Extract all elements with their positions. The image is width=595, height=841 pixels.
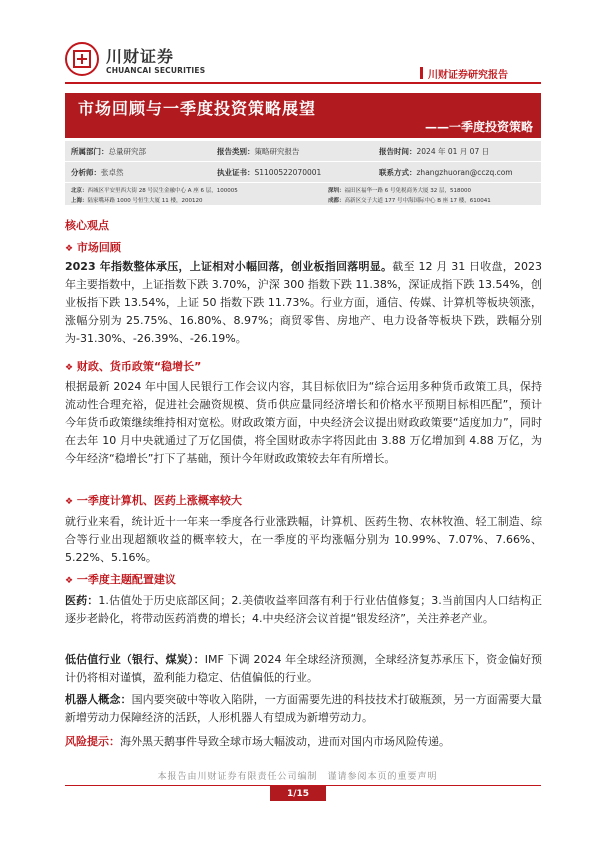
license-label: 执业证书：: [217, 167, 255, 177]
section-heading-industry: ❖ 一季度计算机、医药上涨概率较大: [65, 494, 242, 507]
beijing-address: 西城区平安里西大街 28 号民生金融中心 A 座 6 层，100005: [87, 188, 238, 194]
core-views-heading: 核心观点: [65, 219, 109, 232]
risk-paragraph: 风险提示：海外黑天鹅事件导致全球市场大幅波动，进而对国内市场风险传递。: [65, 735, 450, 748]
chengdu-address: 高新区交子大道 177 号中海国际中心 B 座 17 楼，610041: [344, 198, 491, 204]
report-series: 川财证券研究报告: [428, 70, 508, 81]
dept-value: 总量研究部: [108, 146, 146, 156]
logo-text-en: CHUANCAI SECURITIES: [106, 66, 206, 75]
dept-label: 所属部门：: [71, 146, 109, 156]
section-heading-policy: ❖ 财政、货币政策“稳增长”: [65, 360, 202, 373]
report-title: 市场回顾与一季度投资策略展望: [78, 99, 317, 118]
shenzhen-address: 福田区福华一路 6 号免税商务大厦 32 层，518000: [344, 188, 472, 194]
theme-pharma-paragraph: 医药：1.估值处于历史底部区间；2.美债收益率回落有利于行业估值修复；3.当前国内人口结构正逐步老龄化，将带动医药消费的增长；4.中央经济会议首提“银发经济”，关注养老产业。: [65, 594, 543, 625]
shanghai-label: 上海：: [71, 198, 88, 204]
analyst-label: 分析师：: [71, 167, 101, 177]
market-review-paragraph: 2023 年指数整体承压，上证相对小幅回落，创业板指回落明显。截至 12 月 31 日收盘，2023 年主要指数中，上证指数下跌 3.70%，沪深 300 指数下跌 11.38%，深证成指下跌 13.54%，创业板指下跌 13.54%，上证 50 指数下跌 11.73%。行业方面，通信、传媒、计算机等板块领涨，涨幅分别为 25.75%、16.80%、8.97%；商贸零售、房地产、电力设备等板块下跌，跌幅分别为-31.30%、-26.39%、-26.19%。: [65, 260, 542, 345]
pharma-label: 医药：: [65, 594, 99, 607]
beijing-label: 北京：: [71, 188, 88, 194]
type-label: 报告类别：: [217, 146, 255, 156]
policy-paragraph: 根据最新 2024 年中国人民银行工作会议内容，其目标依旧为“综合运用多种货币政策工具，保持流动性合理充裕，促进社会融资规模、货币供应量同经济增长和价格水平预期目标相匹配”，预计今年货币政策继续维持相对宽松。财政政策方面，中央经济会议提出财政政策要“适度加力”，同时在去年 10 月中央就通过了万亿国债，将全国财政赤字将因此由 3.88 万亿增加到 4.88 万亿，为今年经济“稳增长”打下了基础，预计今年财政政策较去年有所增长。: [65, 380, 542, 465]
footer-disclaimer: 本报告由川财证券有限责任公司编制 谨请参阅本页的重要声明: [157, 772, 438, 782]
info-row-1: [65, 141, 541, 161]
shenzhen-label: 深圳：: [328, 188, 345, 194]
theme-robot-paragraph: 机器人概念：国内要突破中等收入陷阱，一方面需要先进的科技技术打破瓶颈，另一方面需要大量新增劳动力保障经济的活跃，人形机器人有望成为新增劳动力。: [65, 693, 543, 724]
diamond-bullet-icon: ❖: [65, 576, 74, 586]
chengdu-label: 成都：: [328, 198, 345, 204]
header-divider: [65, 82, 541, 84]
robot-label: 机器人概念：: [65, 693, 132, 706]
page-number: 1/15: [270, 786, 326, 801]
diamond-bullet-icon: ❖: [65, 363, 74, 373]
industry-paragraph: 就行业来看，统计近十一年来一季度各行业涨跌幅，计算机、医药生物、农林牧渔、轻工制造、综合等行业出现超额收益的概率较大，在一季度的平均涨幅分别为 10.99%、7.07%、7.66%、5.22%、5.16%。: [65, 515, 542, 564]
diamond-bullet-icon: ❖: [65, 244, 74, 254]
time-label: 报告时间：: [379, 146, 417, 156]
analyst-value: 张卓然: [101, 167, 124, 177]
diamond-bullet-icon: ❖: [65, 497, 74, 507]
lowvaluation-label: 低估值行业（银行、煤炭）：: [65, 653, 205, 666]
shanghai-address: 陆家嘴环路 1000 号恒生大厦 11 楼，200120: [87, 198, 203, 204]
company-logo: [65, 42, 99, 76]
logo-text-cn: 川财证券: [106, 47, 175, 66]
logo-icon: [71, 48, 93, 70]
report-subtitle: ——一季度投资策略: [424, 120, 533, 134]
section-heading-theme: ❖ 一季度主题配置建议: [65, 573, 176, 586]
section-heading-market-review: ❖ 市场回顾: [65, 241, 121, 254]
license-value: S1100522070001: [254, 167, 322, 177]
theme-lowvaluation-paragraph: 低估值行业（银行、煤炭）：IMF 下调 2024 年全球经济预测，全球经济复苏承压下，资金偏好预计仍将相对谨慎，盈利能力稳定、估值偏低的行业。: [65, 653, 543, 684]
info-row-2: [65, 162, 541, 182]
header-accent: [420, 67, 423, 79]
contact-label: 联系方式：: [379, 167, 417, 177]
market-review-lead: 2023 年指数整体承压，上证相对小幅回落，创业板指回落明显。: [65, 260, 393, 273]
office-addresses: [65, 183, 541, 205]
risk-label: 风险提示：: [65, 735, 120, 748]
contact-email[interactable]: zhangzhuoran@cczq.com: [416, 167, 513, 177]
type-value: 策略研究报告: [254, 146, 300, 156]
time-value: 2024 年 01 月 07 日: [416, 146, 490, 156]
